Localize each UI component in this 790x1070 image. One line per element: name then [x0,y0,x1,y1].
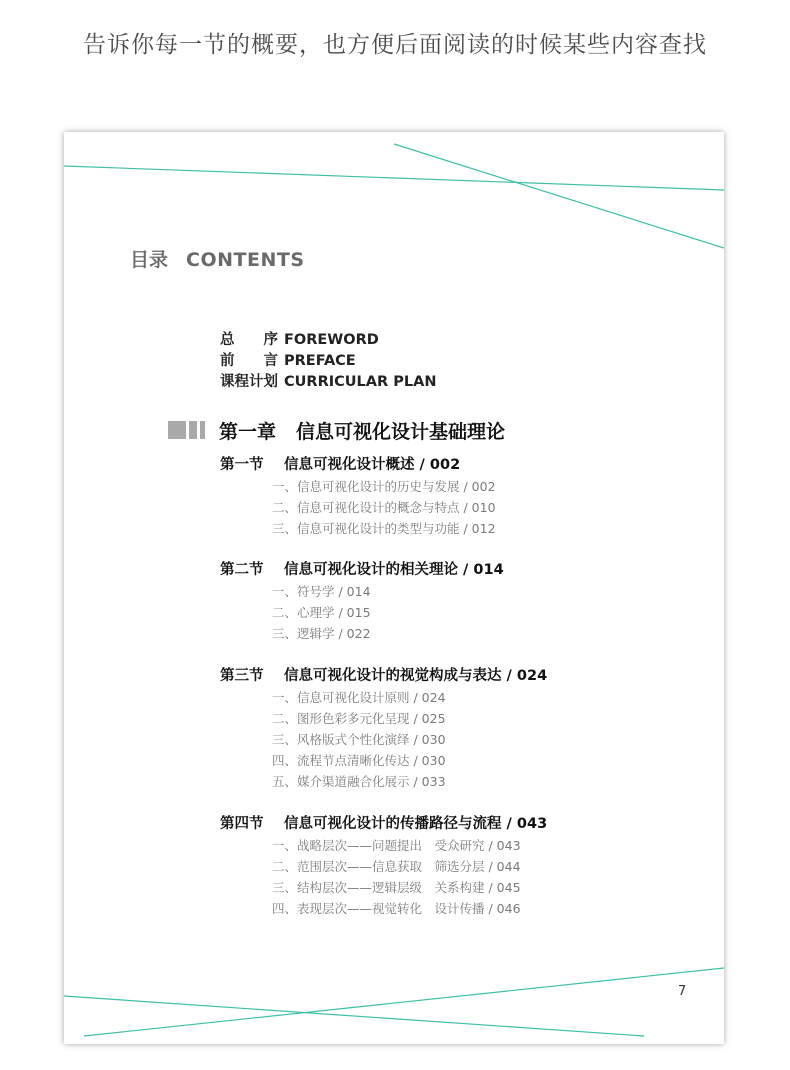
section-4 [220,813,547,919]
front-matter-en: CURRICULAR PLAN [284,374,437,390]
section-title[interactable] [220,454,496,476]
section-item[interactable]: 一、战略层次——问题提出 受众研究 / 043 [272,838,521,853]
front-matter-cn: 总 序 [220,332,278,348]
front-matter-item[interactable] [220,372,436,393]
section-title[interactable] [220,559,504,581]
section-name: 信息可视化设计概述 / 002 [284,457,461,473]
section-item[interactable]: 四、流程节点清晰化传达 / 030 [272,753,446,768]
section-item[interactable]: 一、信息可视化设计原则 / 024 [272,690,446,705]
front-matter-list [220,330,436,393]
section-item[interactable]: 三、逻辑学 / 022 [272,626,371,641]
section-item[interactable]: 二、图形色彩多元化呈现 / 025 [272,711,446,726]
front-matter-cn: 前 言 [220,353,278,369]
page-number: 7 [678,984,687,999]
front-matter-cn: 课程计划 [220,374,278,390]
top-line-2 [394,144,724,248]
section-item[interactable]: 三、信息可视化设计的类型与功能 / 012 [272,521,496,536]
section-1 [220,454,496,539]
front-matter-item[interactable] [220,330,436,351]
bottom-line-2 [84,968,724,1036]
front-matter-en: PREFACE [284,353,356,369]
section-item[interactable]: 一、信息可视化设计的历史与发展 / 002 [272,479,496,494]
chapter-title [219,417,505,444]
front-matter-en: FOREWORD [284,332,379,348]
section-item[interactable]: 一、符号学 / 014 [272,584,371,599]
front-matter-item[interactable] [220,351,436,372]
section-number: 第一节 [220,457,264,473]
chapter-number: 第一章 [219,420,277,443]
section-item[interactable]: 四、表现层次——视觉转化 设计传播 / 046 [272,901,521,916]
section-2 [220,559,504,644]
section-name: 信息可视化设计的相关理论 / 014 [284,562,504,578]
chapter-bars-icon [168,421,205,439]
section-item[interactable]: 二、信息可视化设计的概念与特点 / 010 [272,500,496,515]
section-item[interactable]: 二、心理学 / 015 [272,605,371,620]
toc-heading [130,245,305,272]
section-number: 第三节 [220,668,264,684]
section-number: 第四节 [220,816,264,832]
toc-heading-en: CONTENTS [186,249,305,271]
section-item[interactable]: 三、风格版式个性化演绎 / 030 [272,732,446,747]
section-name: 信息可视化设计的视觉构成与表达 / 024 [284,668,548,684]
section-number: 第二节 [220,562,264,578]
bottom-line-1 [64,996,644,1036]
section-name: 信息可视化设计的传播路径与流程 / 043 [284,816,548,832]
chapter-heading[interactable] [168,416,505,444]
top-line-1 [64,166,724,190]
section-item[interactable]: 三、结构层次——逻辑层级 关系构建 / 045 [272,880,521,895]
section-title[interactable] [220,665,547,687]
section-title[interactable] [220,813,547,835]
caption-text: 告诉你每一节的概要，也方便后面阅读的时候某些内容查找 [83,32,707,58]
book-page [64,132,724,1044]
toc-heading-cn: 目录 [130,249,169,271]
section-3 [220,665,547,792]
section-item[interactable]: 二、范围层次——信息获取 筛选分层 / 044 [272,859,521,874]
section-item[interactable]: 五、媒介渠道融合化展示 / 033 [272,774,446,789]
chapter-name: 信息可视化设计基础理论 [296,420,506,443]
